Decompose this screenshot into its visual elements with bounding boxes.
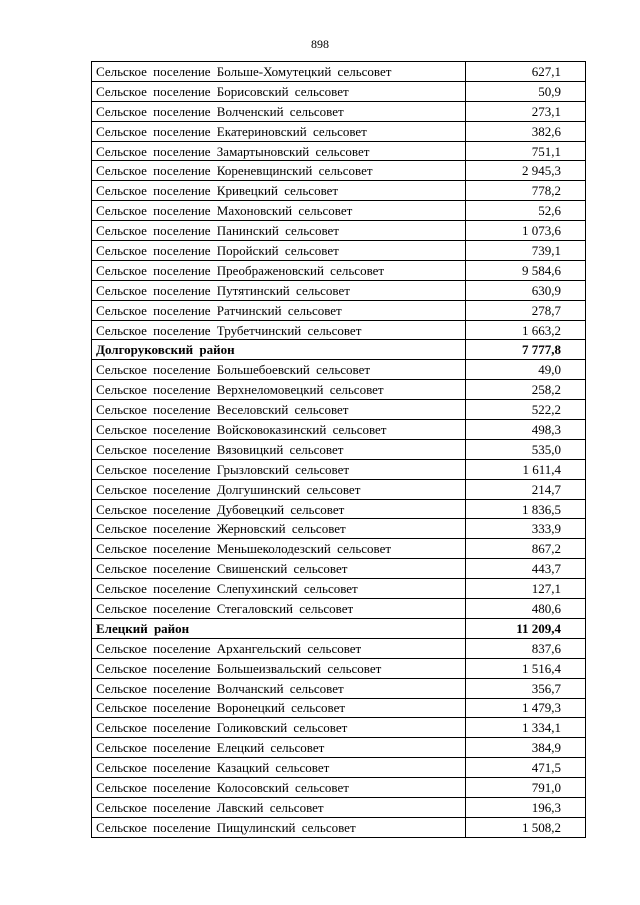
district-total-cell: 11 209,4 bbox=[466, 618, 586, 638]
table-row bbox=[92, 658, 586, 678]
table-body bbox=[92, 62, 586, 838]
settlement-name-cell: Сельское поселение Елецкий сельсовет bbox=[92, 738, 466, 758]
settlement-name-cell: Сельское поселение Борисовский сельсовет bbox=[92, 81, 466, 101]
table-row bbox=[92, 559, 586, 579]
amount-cell: 739,1 bbox=[466, 241, 586, 261]
table-row bbox=[92, 380, 586, 400]
amount-cell: 630,9 bbox=[466, 280, 586, 300]
amount-cell: 50,9 bbox=[466, 81, 586, 101]
table-row bbox=[92, 280, 586, 300]
settlement-name-cell: Сельское поселение Преображеновский сельсовет bbox=[92, 260, 466, 280]
amount-cell: 273,1 bbox=[466, 101, 586, 121]
district-total-cell: 7 777,8 bbox=[466, 340, 586, 360]
amount-cell: 791,0 bbox=[466, 778, 586, 798]
settlement-name-cell: Сельское поселение Грызловский сельсовет bbox=[92, 459, 466, 479]
table-row bbox=[92, 439, 586, 459]
amount-cell: 333,9 bbox=[466, 519, 586, 539]
settlement-name-cell: Сельское поселение Колосовский сельсовет bbox=[92, 778, 466, 798]
settlement-name-cell: Сельское поселение Волченский сельсовет bbox=[92, 101, 466, 121]
settlement-name-cell: Сельское поселение Поройский сельсовет bbox=[92, 241, 466, 261]
amount-cell: 867,2 bbox=[466, 539, 586, 559]
table-row bbox=[92, 360, 586, 380]
table-row bbox=[92, 519, 586, 539]
settlement-name-cell: Сельское поселение Больше-Хомутецкий сельсовет bbox=[92, 62, 466, 82]
table-row bbox=[92, 121, 586, 141]
amount-cell: 480,6 bbox=[466, 599, 586, 619]
table-row bbox=[92, 778, 586, 798]
amount-cell: 522,2 bbox=[466, 400, 586, 420]
settlement-name-cell: Сельское поселение Ратчинский сельсовет bbox=[92, 300, 466, 320]
settlement-name-cell: Сельское поселение Пищулинский сельсовет bbox=[92, 817, 466, 837]
settlement-name-cell: Сельское поселение Слепухинский сельсовет bbox=[92, 579, 466, 599]
settlement-name-cell: Сельское поселение Махоновский сельсовет bbox=[92, 201, 466, 221]
settlement-name-cell: Сельское поселение Трубетчинский сельсовет bbox=[92, 320, 466, 340]
table-row bbox=[92, 718, 586, 738]
amount-cell: 471,5 bbox=[466, 758, 586, 778]
settlement-name-cell: Сельское поселение Меньшеколодезский сельсовет bbox=[92, 539, 466, 559]
table-row bbox=[92, 579, 586, 599]
settlement-name-cell: Сельское поселение Войсковоказинский сельсовет bbox=[92, 420, 466, 440]
settlement-name-cell: Сельское поселение Верхнеломовецкий сельсовет bbox=[92, 380, 466, 400]
settlement-name-cell: Сельское поселение Большебоевский сельсовет bbox=[92, 360, 466, 380]
amount-cell: 1 663,2 bbox=[466, 320, 586, 340]
table-row bbox=[92, 81, 586, 101]
settlement-name-cell: Сельское поселение Казацкий сельсовет bbox=[92, 758, 466, 778]
settlement-name-cell: Сельское поселение Кривецкий сельсовет bbox=[92, 181, 466, 201]
table-row bbox=[92, 599, 586, 619]
budget-table bbox=[91, 61, 586, 838]
table-row bbox=[92, 260, 586, 280]
amount-cell: 278,7 bbox=[466, 300, 586, 320]
table-row bbox=[92, 161, 586, 181]
table-row bbox=[92, 499, 586, 519]
district-name-cell: Долгоруковский район bbox=[92, 340, 466, 360]
table-row bbox=[92, 221, 586, 241]
amount-cell: 49,0 bbox=[466, 360, 586, 380]
table-row bbox=[92, 320, 586, 340]
table-row bbox=[92, 181, 586, 201]
amount-cell: 837,6 bbox=[466, 638, 586, 658]
settlement-name-cell: Сельское поселение Вязовицкий сельсовет bbox=[92, 439, 466, 459]
district-row bbox=[92, 618, 586, 638]
table-row bbox=[92, 539, 586, 559]
table-row bbox=[92, 201, 586, 221]
table-row bbox=[92, 400, 586, 420]
settlement-name-cell: Сельское поселение Волчанский сельсовет bbox=[92, 678, 466, 698]
amount-cell: 498,3 bbox=[466, 420, 586, 440]
settlement-name-cell: Сельское поселение Замартыновский сельсовет bbox=[92, 141, 466, 161]
settlement-name-cell: Сельское поселение Панинский сельсовет bbox=[92, 221, 466, 241]
page-number: 898 bbox=[311, 37, 329, 51]
settlement-name-cell: Сельское поселение Лавский сельсовет bbox=[92, 797, 466, 817]
district-name-cell: Елецкий район bbox=[92, 618, 466, 638]
amount-cell: 382,6 bbox=[466, 121, 586, 141]
table-row bbox=[92, 817, 586, 837]
settlement-name-cell: Сельское поселение Голиковский сельсовет bbox=[92, 718, 466, 738]
settlement-name-cell: Сельское поселение Воронецкий сельсовет bbox=[92, 698, 466, 718]
amount-cell: 751,1 bbox=[466, 141, 586, 161]
table-row bbox=[92, 758, 586, 778]
table-row bbox=[92, 241, 586, 261]
amount-cell: 1 508,2 bbox=[466, 817, 586, 837]
amount-cell: 535,0 bbox=[466, 439, 586, 459]
amount-cell: 52,6 bbox=[466, 201, 586, 221]
amount-cell: 1 479,3 bbox=[466, 698, 586, 718]
amount-cell: 778,2 bbox=[466, 181, 586, 201]
district-row bbox=[92, 340, 586, 360]
amount-cell: 2 945,3 bbox=[466, 161, 586, 181]
settlement-name-cell: Сельское поселение Архангельский сельсовет bbox=[92, 638, 466, 658]
amount-cell: 1 516,4 bbox=[466, 658, 586, 678]
table-row bbox=[92, 797, 586, 817]
settlement-name-cell: Сельское поселение Путятинский сельсовет bbox=[92, 280, 466, 300]
settlement-name-cell: Сельское поселение Большеизвальский сельсовет bbox=[92, 658, 466, 678]
amount-cell: 214,7 bbox=[466, 479, 586, 499]
settlement-name-cell: Сельское поселение Свишенский сельсовет bbox=[92, 559, 466, 579]
amount-cell: 384,9 bbox=[466, 738, 586, 758]
amount-cell: 196,3 bbox=[466, 797, 586, 817]
amount-cell: 1 073,6 bbox=[466, 221, 586, 241]
table-row bbox=[92, 420, 586, 440]
table-row bbox=[92, 738, 586, 758]
amount-cell: 1 611,4 bbox=[466, 459, 586, 479]
settlement-name-cell: Сельское поселение Стегаловский сельсовет bbox=[92, 599, 466, 619]
table-row bbox=[92, 638, 586, 658]
amount-cell: 9 584,6 bbox=[466, 260, 586, 280]
amount-cell: 627,1 bbox=[466, 62, 586, 82]
amount-cell: 127,1 bbox=[466, 579, 586, 599]
table-row bbox=[92, 678, 586, 698]
settlement-name-cell: Сельское поселение Долгушинский сельсовет bbox=[92, 479, 466, 499]
settlement-name-cell: Сельское поселение Дубовецкий сельсовет bbox=[92, 499, 466, 519]
amount-cell: 356,7 bbox=[466, 678, 586, 698]
settlement-name-cell: Сельское поселение Веселовский сельсовет bbox=[92, 400, 466, 420]
amount-cell: 258,2 bbox=[466, 380, 586, 400]
table-row bbox=[92, 141, 586, 161]
settlement-name-cell: Сельское поселение Жерновский сельсовет bbox=[92, 519, 466, 539]
amount-cell: 1 334,1 bbox=[466, 718, 586, 738]
table-row bbox=[92, 62, 586, 82]
table-row bbox=[92, 459, 586, 479]
table-row bbox=[92, 300, 586, 320]
table-row bbox=[92, 101, 586, 121]
table-row bbox=[92, 698, 586, 718]
amount-cell: 443,7 bbox=[466, 559, 586, 579]
amount-cell: 1 836,5 bbox=[466, 499, 586, 519]
table-row bbox=[92, 479, 586, 499]
settlement-name-cell: Сельское поселение Кореневщинский сельсовет bbox=[92, 161, 466, 181]
settlement-name-cell: Сельское поселение Екатериновский сельсовет bbox=[92, 121, 466, 141]
